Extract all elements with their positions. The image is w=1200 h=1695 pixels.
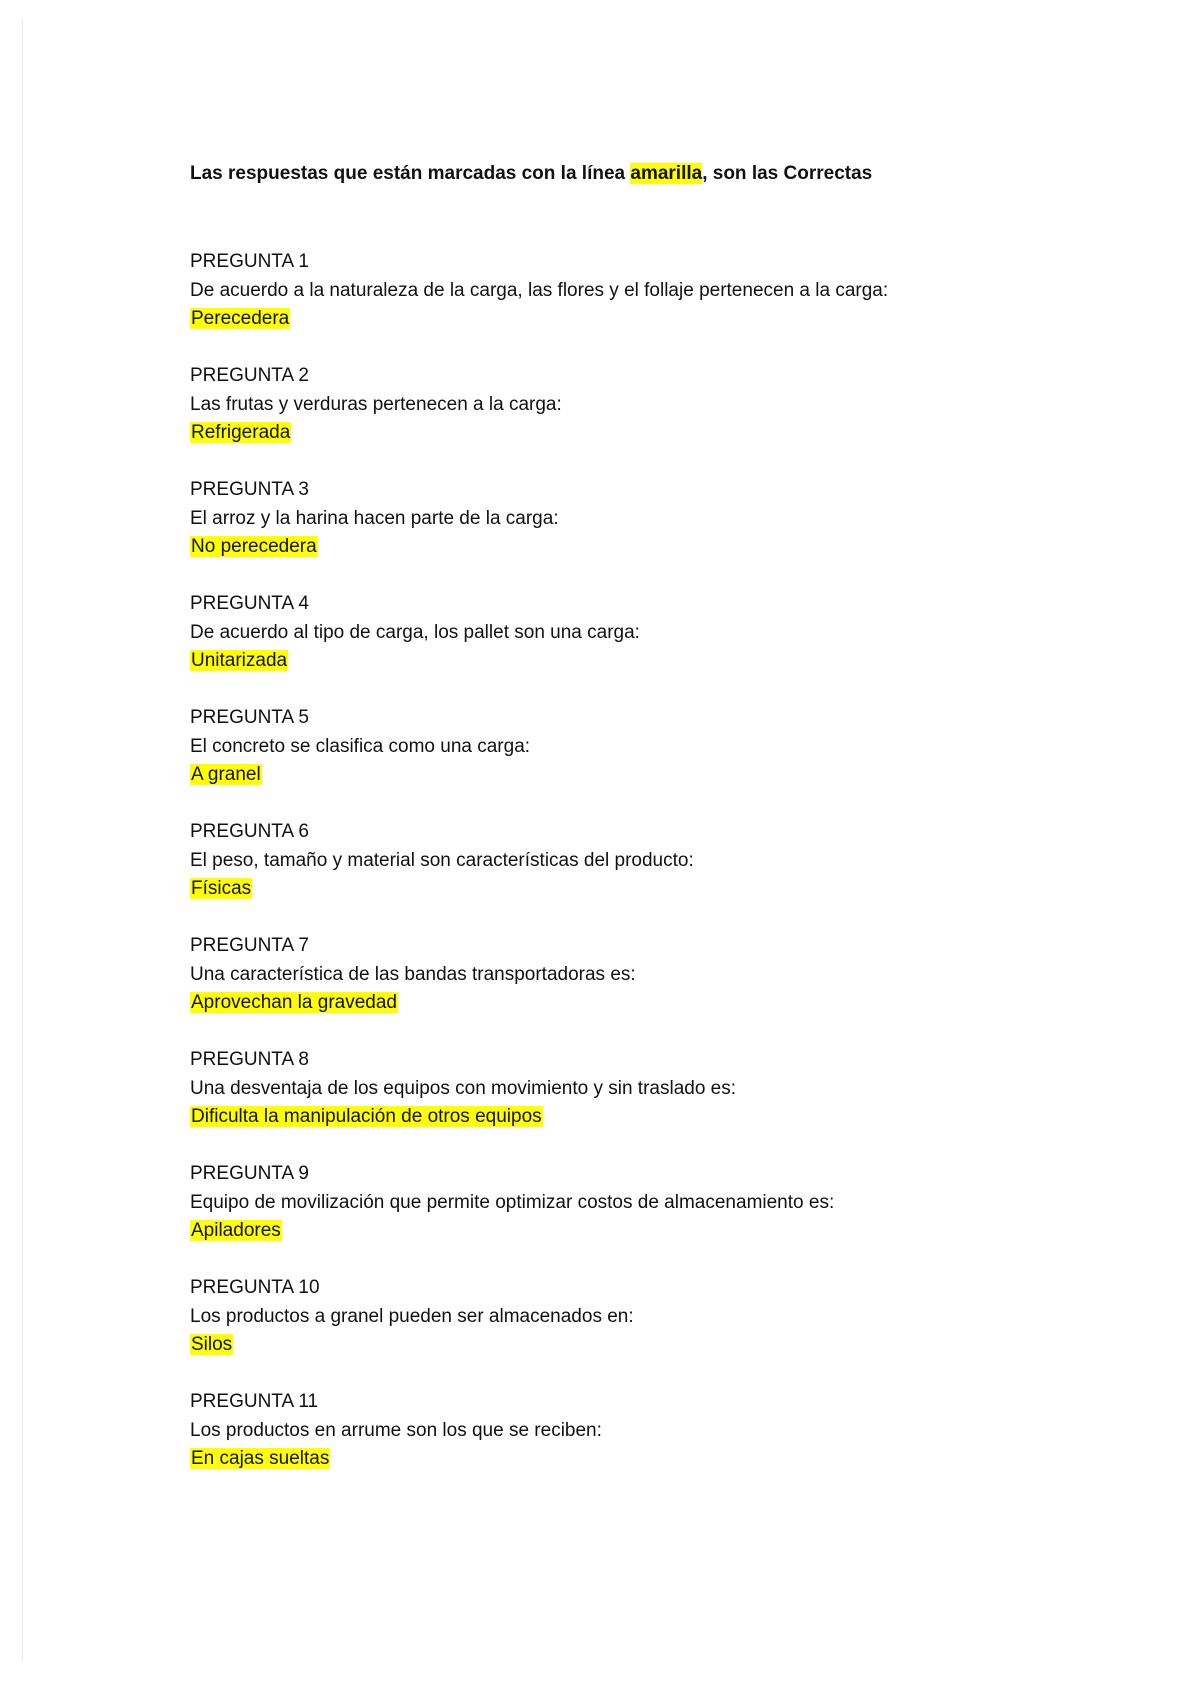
highlighted-answer: En cajas sueltas xyxy=(191,1448,330,1469)
question-text: Los productos a granel pueden ser almacenados en: xyxy=(190,1305,634,1327)
highlighted-answer: Unitarizada xyxy=(191,650,288,671)
highlighted-answer: Perecedera xyxy=(191,308,290,329)
question-label: PREGUNTA 4 xyxy=(190,593,309,614)
question-label: PREGUNTA 5 xyxy=(190,707,309,728)
document-body xyxy=(190,160,1110,1502)
answer-line xyxy=(190,1331,1110,1360)
question-label: PREGUNTA 1 xyxy=(190,251,309,272)
question-label: PREGUNTA 8 xyxy=(190,1049,309,1070)
question-block xyxy=(190,1160,1110,1274)
question-block xyxy=(190,818,1110,932)
question-label: PREGUNTA 6 xyxy=(190,821,309,842)
answer-line xyxy=(190,989,1110,1018)
question-text: Equipo de movilización que permite optimizar costos de almacenamiento es: xyxy=(190,1191,835,1213)
question-block xyxy=(190,362,1110,476)
answer-line xyxy=(190,533,1110,562)
highlighted-answer: Refrigerada xyxy=(191,422,291,443)
question-block xyxy=(190,476,1110,590)
question-text: Una desventaja de los equipos con movimiento y sin traslado es: xyxy=(190,1077,737,1099)
question-text: El concreto se clasifica como una carga: xyxy=(190,735,531,757)
question-block xyxy=(190,1388,1110,1502)
answer-line xyxy=(190,875,1110,904)
question-text: Las frutas y verduras pertenecen a la carga: xyxy=(190,393,562,415)
question-block xyxy=(190,590,1110,704)
header-highlight-word: amarilla xyxy=(630,163,703,184)
header-text-before: Las respuestas que están marcadas con la línea xyxy=(190,163,631,184)
question-text: Una característica de las bandas transportadoras es: xyxy=(190,963,636,985)
question-text: De acuerdo a la naturaleza de la carga, las flores y el follaje pertenecen a la carga: xyxy=(190,279,889,301)
question-label: PREGUNTA 10 xyxy=(190,1277,320,1298)
page-edge-line xyxy=(22,20,23,1660)
questions-list xyxy=(190,248,1110,1502)
question-text: El arroz y la harina hacen parte de la carga: xyxy=(190,507,559,529)
highlighted-answer: Apiladores xyxy=(191,1220,281,1241)
answer-line xyxy=(190,761,1110,790)
highlighted-answer: A granel xyxy=(191,764,261,785)
question-text: De acuerdo al tipo de carga, los pallet son una carga: xyxy=(190,621,640,643)
question-block xyxy=(190,1046,1110,1160)
answer-line xyxy=(190,1217,1110,1246)
question-label: PREGUNTA 2 xyxy=(190,365,309,386)
question-text: Los productos en arrume son los que se reciben: xyxy=(190,1419,602,1441)
question-label: PREGUNTA 11 xyxy=(190,1391,319,1412)
answer-line xyxy=(190,647,1110,676)
question-block xyxy=(190,248,1110,362)
question-label: PREGUNTA 9 xyxy=(190,1163,309,1184)
question-block xyxy=(190,704,1110,818)
highlighted-answer: Dificulta la manipulación de otros equipos xyxy=(191,1106,542,1127)
question-block xyxy=(190,932,1110,1046)
highlighted-answer: No perecedera xyxy=(191,536,317,557)
header-text-after: , son las Correctas xyxy=(702,163,873,184)
highlighted-answer: Aprovechan la gravedad xyxy=(191,992,397,1013)
answer-line xyxy=(190,305,1110,334)
answer-line xyxy=(190,1445,1110,1474)
question-label: PREGUNTA 7 xyxy=(190,935,309,956)
answer-line xyxy=(190,419,1110,448)
document-header xyxy=(190,160,1110,188)
question-label: PREGUNTA 3 xyxy=(190,479,309,500)
question-text: El peso, tamaño y material son características del producto: xyxy=(190,849,694,871)
highlighted-answer: Silos xyxy=(191,1334,233,1355)
question-block xyxy=(190,1274,1110,1388)
highlighted-answer: Físicas xyxy=(191,878,252,899)
answer-line xyxy=(190,1103,1110,1132)
